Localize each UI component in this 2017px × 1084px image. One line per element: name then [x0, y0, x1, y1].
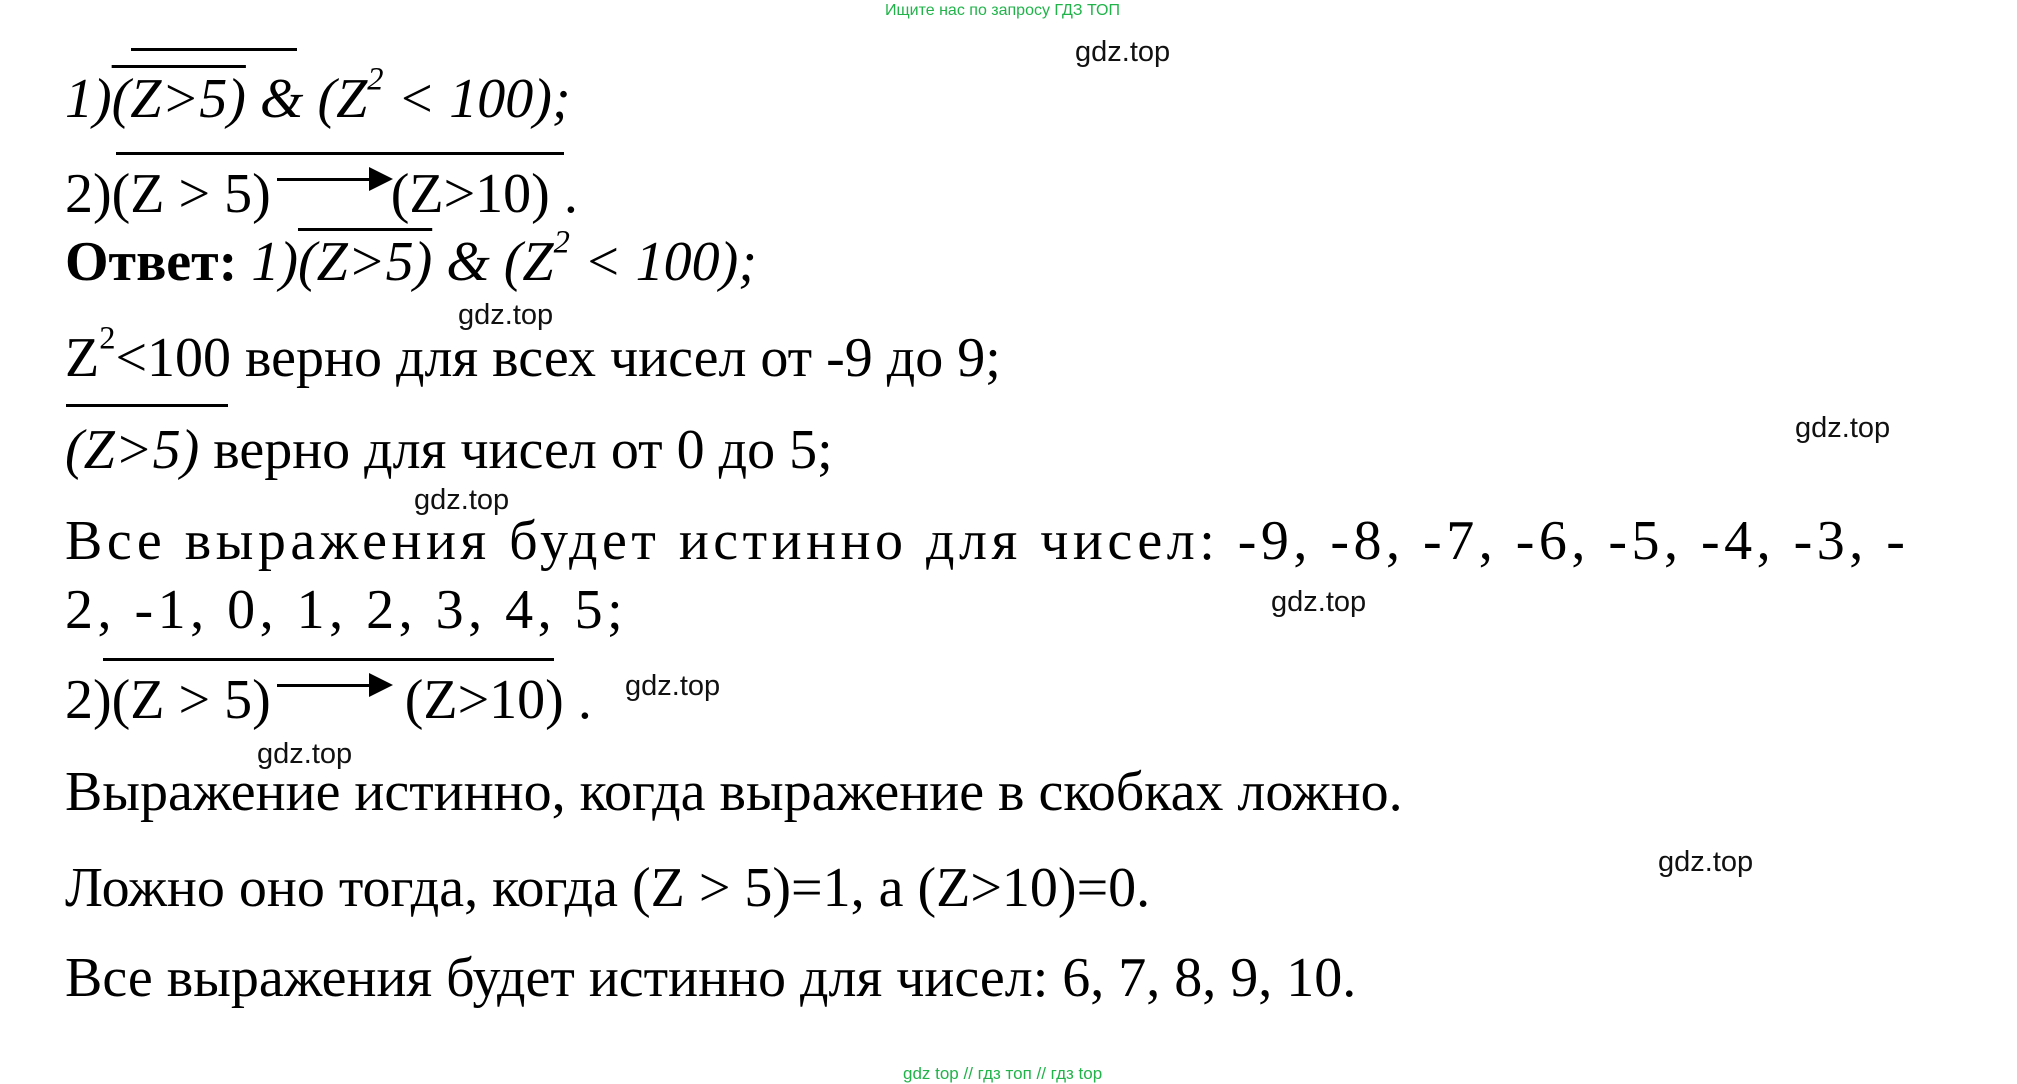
implication-arrow-icon — [277, 684, 389, 687]
solution-line-4: $Z^2<100$ верно для всех чисел от -9 до 9; — [65, 320, 1001, 389]
negation-bar — [103, 658, 554, 661]
task-line-1: 1)(Z>5) & $(Z^2 < 100)$; — [65, 61, 571, 130]
solution-line-11: Все выражения будет истинно для чисел: 6, 7, 8, 9, 10. — [65, 947, 1357, 1009]
implication-arrow-icon — [277, 178, 389, 181]
solution-line-8: 2)(Z > 5) (Z>10) . — [65, 669, 592, 731]
watermark: gdz.top — [414, 484, 510, 516]
solution-line-5: (Z>5) верно для чисел от 0 до 5; — [65, 419, 833, 481]
solution-line-9: Выражение истинно, когда выражение в скобках ложно. — [65, 761, 1403, 823]
answer-line: Ответ: 1)(Z>5) & $(Z^2 < 100)$; — [65, 224, 757, 293]
watermark: gdz.top — [1658, 846, 1754, 878]
solution-line-7: 2, -1, 0, 1, 2, 3, 4, 5; — [65, 579, 628, 641]
answer-label: Ответ: — [65, 231, 238, 293]
footer-links[interactable]: gdz top // гдз топ // гдз top — [903, 1064, 1103, 1083]
watermark: gdz.top — [1271, 586, 1367, 618]
solution-line-6: Все выражения будет истинно для чисел: -9, -8, -7, -6, -5, -4, -3, - — [65, 510, 1910, 572]
negation-bar — [66, 404, 228, 407]
negation-bar — [116, 152, 564, 155]
watermark: gdz.top — [1075, 36, 1171, 68]
watermark: gdz.top — [458, 299, 554, 331]
watermark: gdz.top — [625, 670, 721, 702]
negation-bar — [131, 48, 297, 51]
search-banner[interactable]: Ищите нас по запросу ГДЗ ТОП — [885, 2, 1120, 19]
watermark: gdz.top — [1795, 412, 1891, 444]
watermark: gdz.top — [257, 738, 353, 770]
task-line-2: 2)(Z > 5) (Z>10) . — [65, 163, 578, 225]
solution-line-10: Ложно оно тогда, когда (Z > 5)=1, а (Z>10)=0. — [65, 857, 1151, 919]
